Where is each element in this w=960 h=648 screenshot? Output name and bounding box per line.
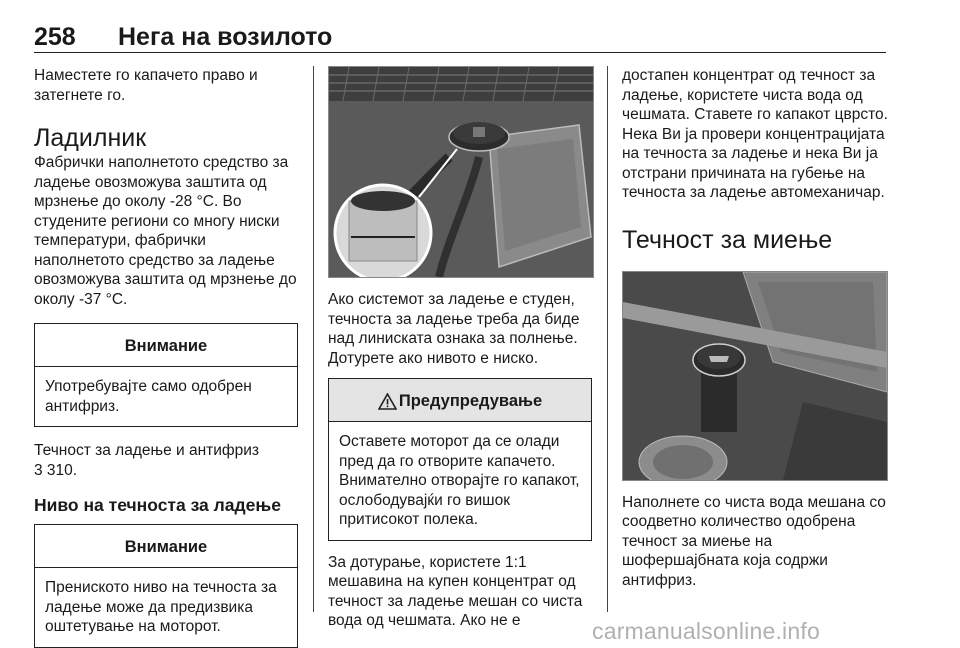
- warning-title-text: Предупредување: [398, 392, 543, 410]
- washer-fill-text: Наполнете со чиста вода мешана со соодветно количество одобрена течност за миење на шофершајбната која содржи антифриз.: [622, 493, 886, 589]
- washer-fluid-photo: [622, 271, 888, 481]
- column-divider-1: [313, 66, 314, 612]
- warning-triangle-icon: [378, 393, 397, 410]
- coolant-continued-text: достапен концентрат од течност за ладење, користете чиста вода од чешмата. Ставете го капакот цврсто. Нека Ви ја провери концентрацијата на течноста за ладење и нека Ви ја отстрани причината на губење на течноста за ладење автомеханичар.: [622, 67, 888, 201]
- warning-title: [329, 379, 591, 422]
- coolant-reservoir-photo: [328, 66, 594, 278]
- page-number: 258: [34, 23, 76, 51]
- section-title-radiator: Ладилник: [34, 124, 147, 152]
- coolant-caption: Ако системот за ладење е студен, течноста за ладење треба да биде над линиската ознака за полнење. Дотурете ако нивото е ниско.: [328, 291, 580, 367]
- radiator-text: Фабрички наполнетото средство за ладење овозможува заштита од мрзнење до околу -28 °C. Во студените региони со многу ниски температури, фабрички наполнетото средство за ладење овозможува заштита од мрзнење до околу -37 °C.: [34, 154, 297, 308]
- caution-box-2: [34, 524, 298, 648]
- warning-box: [328, 378, 592, 541]
- subsection-title-coolant-level: Ниво на течноста за ладење: [34, 495, 281, 515]
- topup-text: За дотурање, користете 1:1 мешавина на купен концентрат од течност за ладење мешан со чиста вода од чешмата. Ако не е: [328, 553, 583, 629]
- column-divider-2: [607, 66, 608, 612]
- caution-box-1: [34, 323, 298, 427]
- reference-text: [34, 441, 298, 480]
- header-rule: [34, 52, 886, 53]
- watermark: carmanualsonline.info: [592, 618, 820, 644]
- reference-link[interactable]: 3 310.: [34, 461, 78, 479]
- column-1: [34, 66, 298, 648]
- caution-title-2: Внимание: [35, 525, 297, 568]
- caution-text-1: Употребувајте само одобрен антифриз.: [45, 378, 252, 415]
- caution-title-1: Внимание: [35, 324, 297, 367]
- chapter-title: Нега на возилото: [118, 23, 333, 51]
- warning-text: Оставете моторот да се олади пред да го отворите капачето. Внимателно отворајте го капакот, ослободувајќи го вишок притисокот полека.: [339, 433, 580, 528]
- reference-label: Течност за ладење и антифриз: [34, 442, 260, 459]
- column-3: [622, 66, 888, 590]
- page-header: [34, 22, 886, 52]
- caution-text-2: Прениското ниво на течноста за ладење може да предизвика оштетување на моторот.: [45, 579, 277, 635]
- section-title-washer-fluid: Течност за миење: [622, 225, 833, 254]
- column-2: [328, 66, 592, 631]
- intro-text: Наместете го капачето право и затегнете го.: [34, 67, 258, 104]
